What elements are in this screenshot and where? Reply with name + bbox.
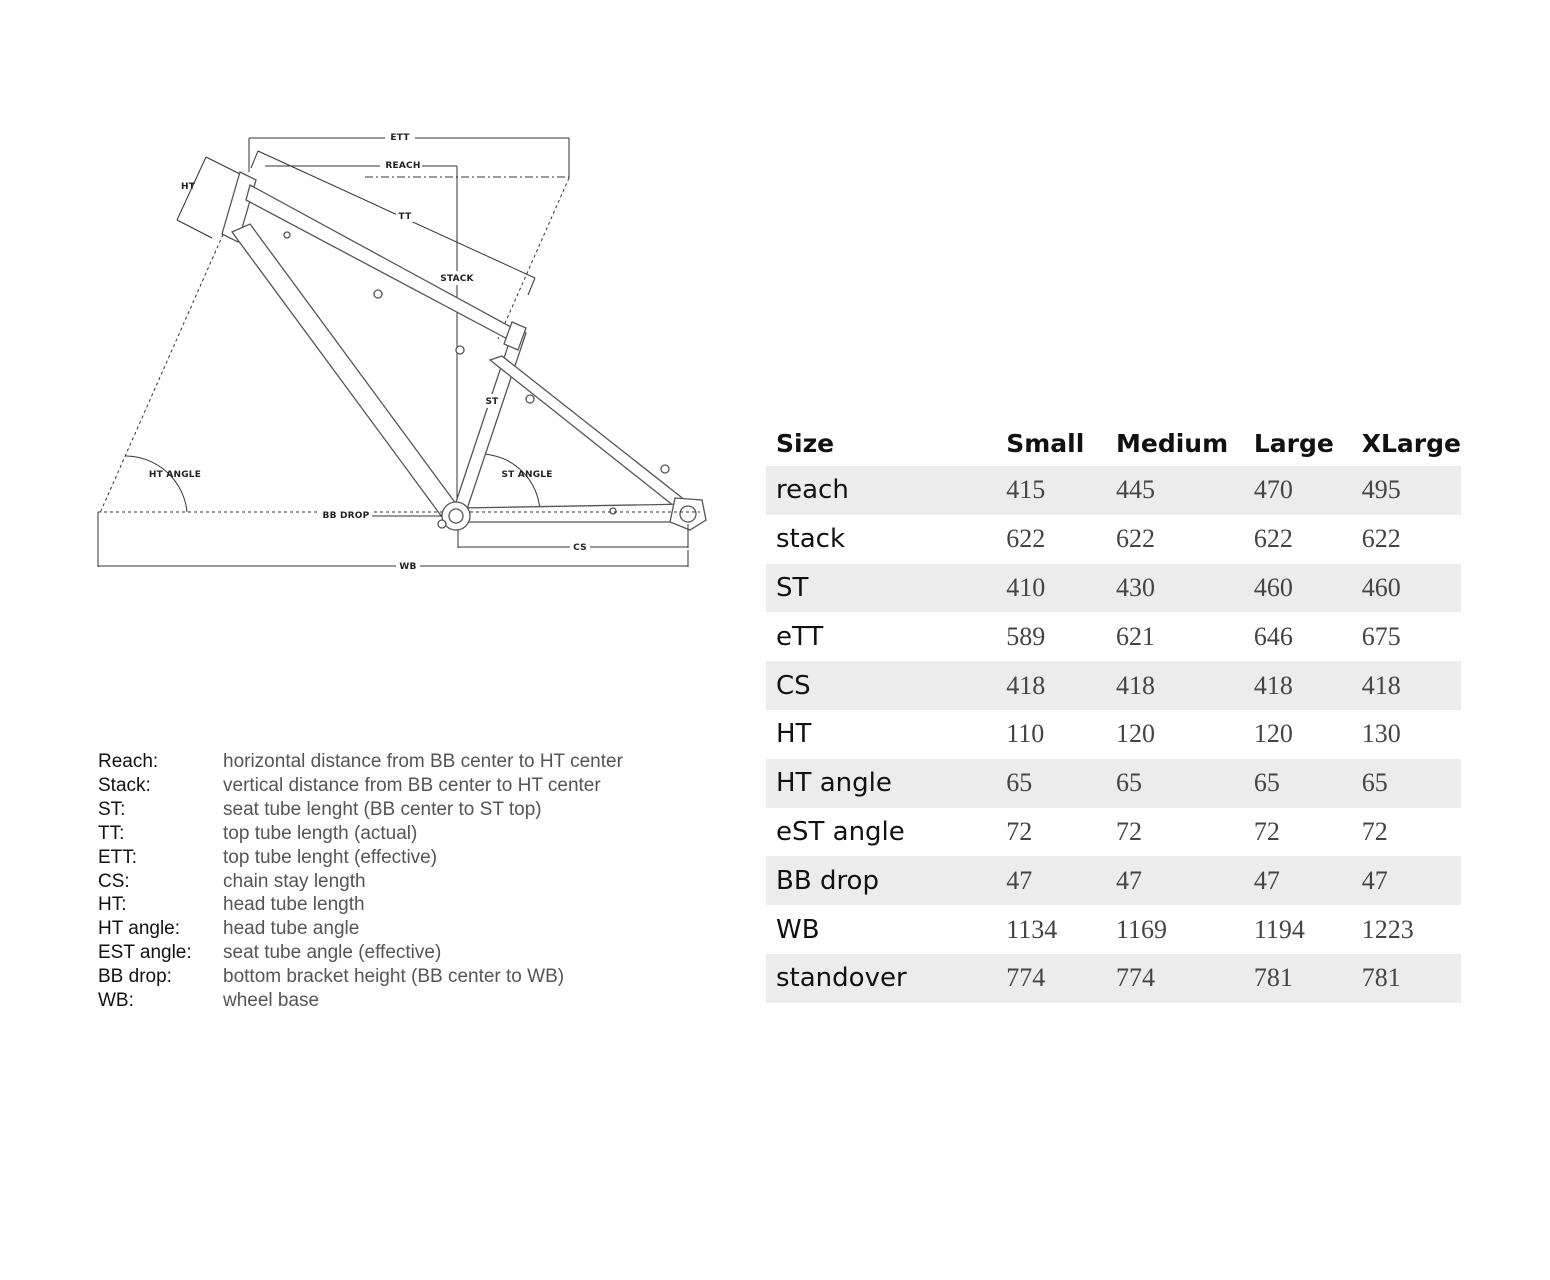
table-cell: 47 <box>1006 865 1033 895</box>
table-row <box>766 808 1461 857</box>
table-cell: 589 <box>1006 621 1046 651</box>
legend-row <box>98 870 718 894</box>
legend-description: top tube lenght (effective) <box>223 846 438 868</box>
table-cell: 72 <box>1253 816 1280 846</box>
header-row <box>766 420 1461 466</box>
table-cell: 72 <box>1361 816 1388 846</box>
table-cell: 1134 <box>1006 914 1058 944</box>
legend-row <box>98 941 718 965</box>
legend-row <box>98 774 718 798</box>
table-cell: 65 <box>1116 768 1142 798</box>
table-cell: 120 <box>1116 719 1155 749</box>
table-cell: 47 <box>1361 865 1388 895</box>
geometry-legend <box>98 750 718 1013</box>
legend-description: seat tube angle (effective) <box>223 942 442 964</box>
table-cell: 1169 <box>1116 914 1168 944</box>
tt-label: TT <box>398 212 412 222</box>
table-cell: 675 <box>1361 621 1401 651</box>
bb-drop-label: BB DROP <box>322 511 370 521</box>
legend-row <box>98 917 718 941</box>
table-cell: 72 <box>1116 816 1142 846</box>
wb-label: WB <box>399 562 417 572</box>
table-cell: 622 <box>1253 524 1293 554</box>
table-cell: 774 <box>1006 963 1046 993</box>
table-cell: 65 <box>1253 768 1280 798</box>
table-header <box>766 420 1461 466</box>
table-cell: 130 <box>1361 719 1401 749</box>
legend-description: wheel base <box>223 990 320 1012</box>
table-cell: 418 <box>1006 670 1046 700</box>
ht-angle-label: HT ANGLE <box>148 470 202 480</box>
table-row <box>766 759 1461 808</box>
stack-label: STACK <box>440 274 474 284</box>
legend-term: HT: <box>98 894 127 916</box>
legend-term: Reach: <box>98 751 159 772</box>
legend-description: top tube length (actual) <box>223 822 418 844</box>
legend-term: ETT: <box>98 846 138 868</box>
cs-label: CS <box>573 543 587 553</box>
table-cell: 65 <box>1006 768 1033 798</box>
legend-term: HT angle: <box>98 918 181 940</box>
legend-description: vertical distance from BB center to HT center <box>223 774 601 796</box>
row-label: eTT <box>776 621 824 652</box>
table-cell: 470 <box>1253 475 1293 505</box>
row-label: HT <box>776 719 812 750</box>
legend-description: bottom bracket height (BB center to WB) <box>223 966 565 988</box>
table-cell: 47 <box>1253 865 1280 895</box>
table-cell: 72 <box>1006 816 1033 846</box>
st-angle-label: ST ANGLE <box>501 470 553 480</box>
legend-description: head tube length <box>223 894 365 916</box>
legend-term: CS: <box>98 870 130 892</box>
table-cell: 781 <box>1361 963 1401 993</box>
legend-term: WB: <box>98 990 134 1012</box>
table-row <box>766 515 1461 564</box>
legend-row <box>98 846 718 870</box>
geometry-table <box>766 420 1461 1003</box>
table-cell: 120 <box>1253 719 1293 749</box>
table-cell: 445 <box>1116 475 1155 505</box>
table-cell: 47 <box>1116 865 1142 895</box>
ht-label: HT <box>181 182 196 192</box>
legend-description: horizontal distance from BB center to HT center <box>223 751 623 772</box>
table-cell: 418 <box>1253 670 1293 700</box>
table-cell: 418 <box>1361 670 1401 700</box>
table-row <box>766 661 1461 710</box>
header-small: Small <box>1006 428 1085 458</box>
legend-description: head tube angle <box>223 918 360 940</box>
legend-term: TT: <box>98 822 125 844</box>
table-cell: 622 <box>1361 524 1401 554</box>
legend-term: BB drop: <box>98 966 172 988</box>
row-label: WB <box>776 914 820 945</box>
row-label: HT angle <box>776 768 892 799</box>
table-cell: 460 <box>1361 572 1401 602</box>
row-label: CS <box>776 670 811 701</box>
ett-label: ETT <box>390 133 410 143</box>
legend-description: seat tube lenght (BB center to ST top) <box>223 798 542 820</box>
reach-dimension <box>265 158 457 172</box>
row-label: eST angle <box>776 816 905 847</box>
reach-label: REACH <box>385 161 421 171</box>
legend-row <box>98 750 718 774</box>
table-cell: 622 <box>1116 524 1155 554</box>
table-row <box>766 905 1461 954</box>
table-cell: 410 <box>1006 572 1046 602</box>
row-label: ST <box>776 572 809 603</box>
table-cell: 621 <box>1116 621 1155 651</box>
header-large: Large <box>1253 428 1334 458</box>
header-size: Size <box>776 428 835 458</box>
header-xlarge: XLarge <box>1361 428 1461 458</box>
row-label: stack <box>776 524 846 555</box>
legend-term: EST angle: <box>98 942 192 964</box>
bike-frame <box>222 172 706 530</box>
st-label: ST <box>485 397 499 407</box>
table-row <box>766 612 1461 661</box>
frame-geometry-diagram <box>90 120 730 590</box>
row-label: standover <box>776 963 907 994</box>
table-row <box>766 710 1461 759</box>
row-label: reach <box>776 475 849 506</box>
table-cell: 781 <box>1253 963 1293 993</box>
legend-row <box>98 965 718 989</box>
legend-row <box>98 893 718 917</box>
legend-row <box>98 822 718 846</box>
table-cell: 418 <box>1116 670 1155 700</box>
table-row <box>766 564 1461 613</box>
table-row <box>766 954 1461 1003</box>
table-cell: 1223 <box>1361 914 1414 944</box>
table-cell: 65 <box>1361 768 1388 798</box>
table-body <box>766 466 1461 1003</box>
table-row <box>766 856 1461 905</box>
table-row <box>766 466 1461 515</box>
legend-row <box>98 798 718 822</box>
legend-term: Stack: <box>98 774 151 796</box>
table-cell: 774 <box>1116 963 1155 993</box>
header-medium: Medium <box>1116 428 1229 458</box>
table-cell: 430 <box>1116 572 1155 602</box>
table-cell: 1194 <box>1253 914 1305 944</box>
table-cell: 495 <box>1361 475 1401 505</box>
cs-dimension <box>458 524 688 554</box>
legend-row <box>98 989 718 1013</box>
row-label: BB drop <box>776 865 879 896</box>
table-cell: 646 <box>1253 621 1293 651</box>
table-cell: 460 <box>1253 572 1293 602</box>
table-cell: 622 <box>1006 524 1046 554</box>
legend-description: chain stay length <box>223 870 366 892</box>
table-cell: 110 <box>1006 719 1045 749</box>
legend-term: ST: <box>98 798 126 820</box>
table-cell: 415 <box>1006 475 1046 505</box>
